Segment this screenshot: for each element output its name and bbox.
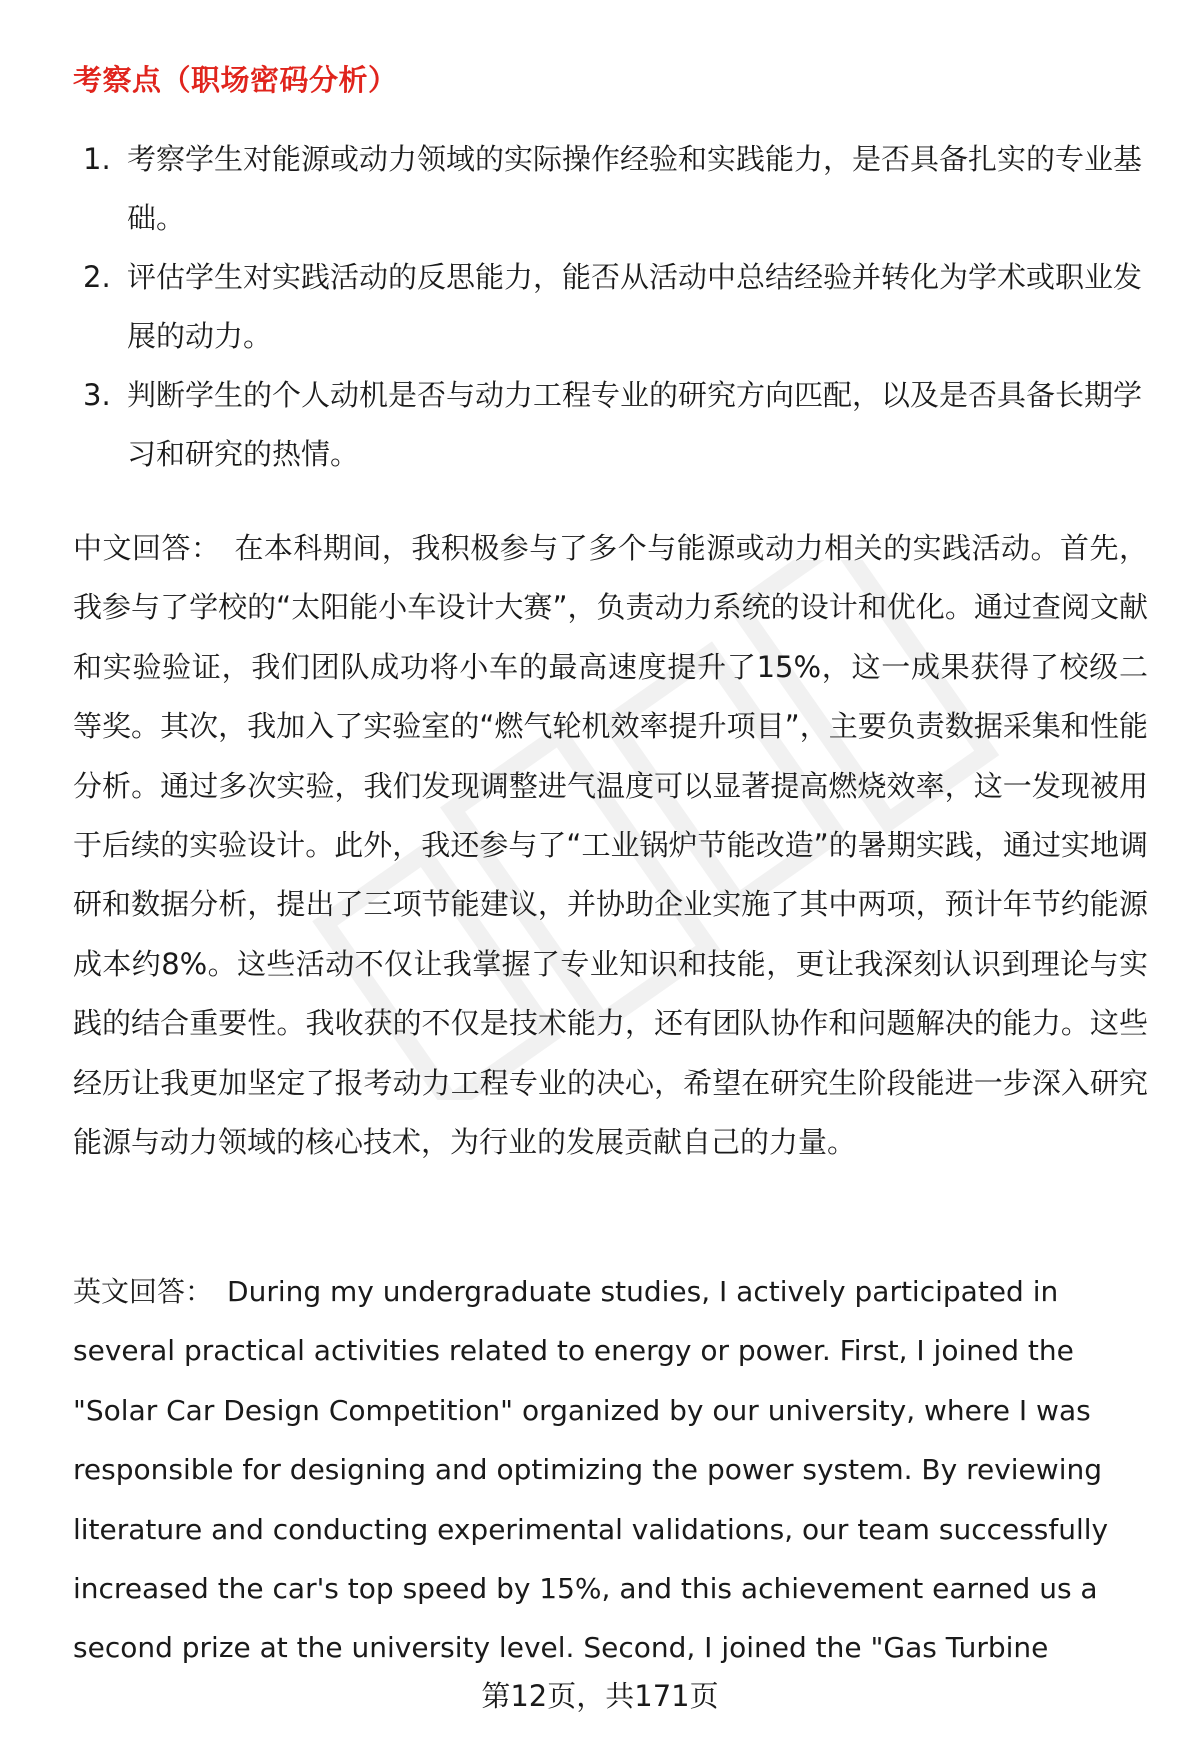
list-item-text: 评估学生对实践活动的反思能力，能否从活动中总结经验并转化为学术或职业发展的动力。 (127, 260, 1143, 353)
english-answer-label: 英文回答： (73, 1275, 214, 1308)
list-item-text: 考察学生对能源或动力领域的实际操作经验和实践能力，是否具备扎实的专业基础。 (127, 142, 1143, 235)
section-heading: 考察点（职场密码分析） (73, 63, 398, 97)
list-item-text: 判断学生的个人动机是否与动力工程专业的研究方向匹配，以及是否具备长期学习和研究的热情。 (127, 378, 1143, 471)
list-item-number: 2. (83, 260, 111, 294)
english-answer-text: During my undergraduate studies, I actively participated in several practical activities related to energy or power. First, I joined the "Solar Car Design Competition" organized by our university, where I was responsible for designing and optimizing the power system. By reviewing literature and conducting experimental validations, our team successfully increased the car's top speed by 15%, and this achievement earned us a second prize at the university level. Second, I joined the "Gas Turbine (73, 1275, 1109, 1665)
list-item-number: 3. (83, 378, 111, 412)
chinese-answer-text: 在本科期间，我积极参与了多个与能源或动力相关的实践活动。首先，我参与了学校的“太阳能小车设计大赛”，负责动力系统的设计和优化。通过查阅文献和实验验证，我们团队成功将小车的最高速度提升了15%，这一成果获得了校级二等奖。其次，我加入了实验室的“燃气轮机效率提升项目”，主要负责数据采集和性能分析。通过多次实验，我们发现调整进气温度可以显著提高燃烧效率，这一发现被用于后续的实验设计。此外，我还参与了“工业锅炉节能改造”的暑期实践，通过实地调研和数据分析，提出了三项节能建议，并协助企业实施了其中两项，预计年节约能源成本约8%。这些活动不仅让我掌握了专业知识和技能，更让我深刻认识到理论与实践的结合重要性。我收获的不仅是技术能力，还有团队协作和问题解决的能力。这些经历让我更加坚定了报考动力工程专业的决心，希望在研究生阶段能进一步深入研究能源与动力领域的核心技术，为行业的发展贡献自己的力量。 (73, 531, 1148, 1160)
page-number-footer: 第12页，共171页 (481, 1679, 719, 1713)
list-item (73, 366, 1143, 484)
assessment-points-list (73, 130, 1143, 484)
chinese-answer-paragraph (73, 519, 1148, 1172)
list-item-number: 1. (83, 142, 111, 176)
list-item (73, 130, 1143, 248)
list-item (73, 248, 1143, 366)
english-answer-paragraph (73, 1262, 1148, 1678)
chinese-answer-label: 中文回答： (73, 531, 221, 565)
